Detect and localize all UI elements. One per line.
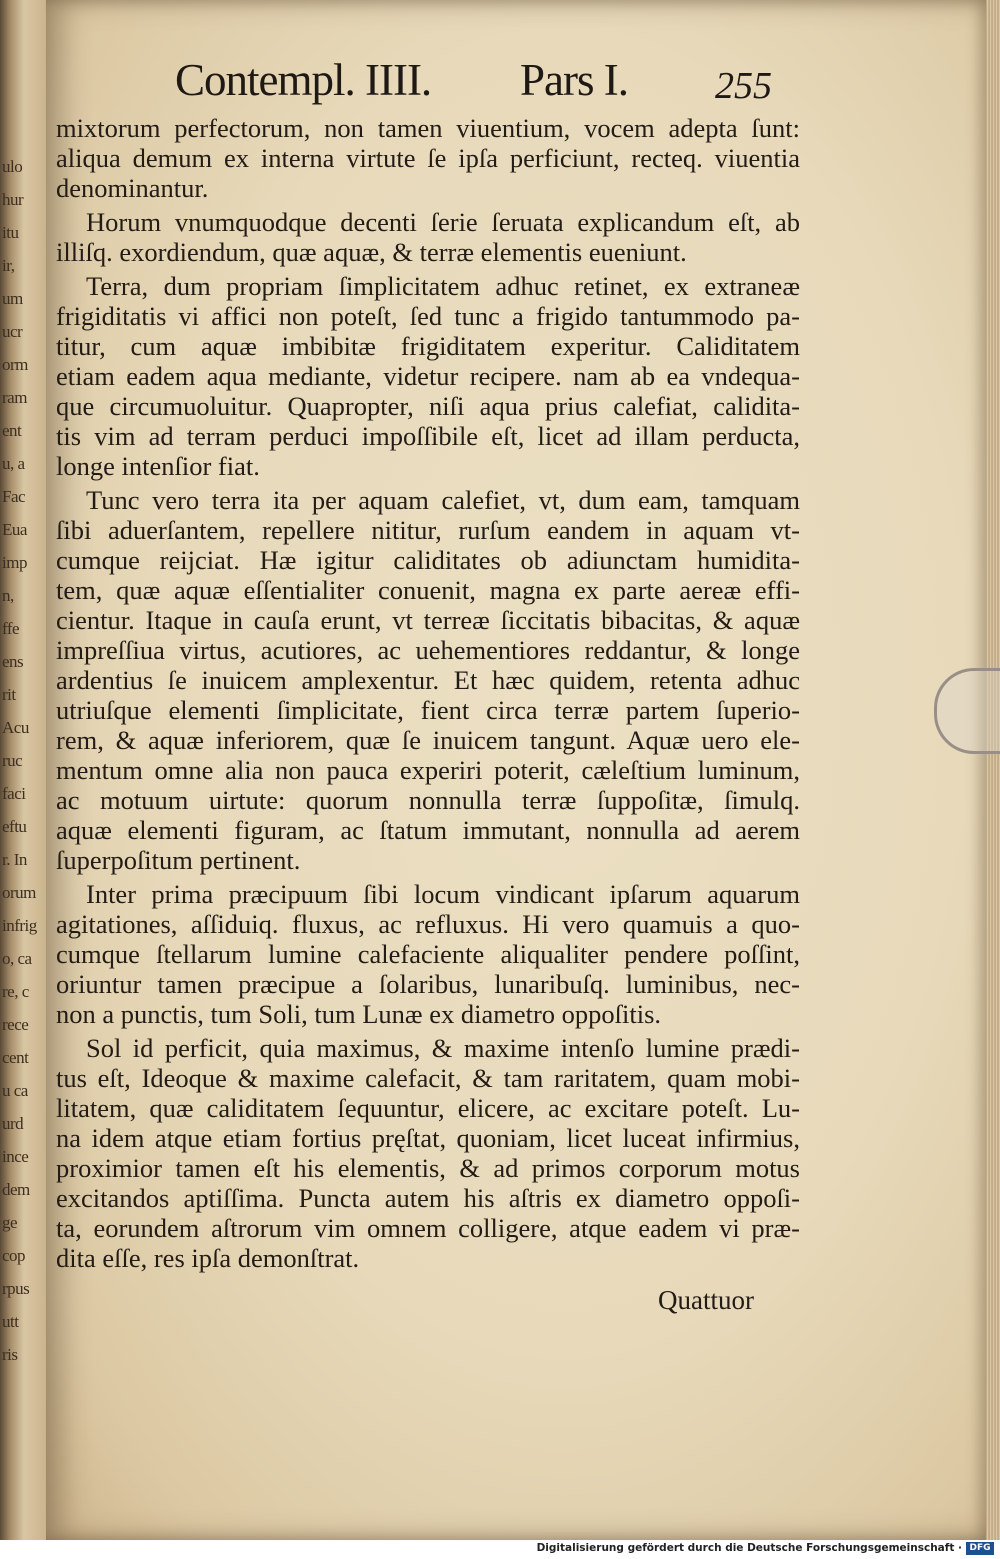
text-line: aquæ elementi figuram, ac ſtatum immutant, nonnulla ad aerem	[56, 815, 800, 845]
text-line: tem, quæ aquæ eſſentialiter conuenit, magna ex parte aereæ effi-	[56, 575, 800, 605]
margin-fragment: rpus	[2, 1279, 30, 1298]
text-line: dita eſſe, res ipſa demonſtrat.	[56, 1243, 360, 1273]
margin-fragment: ir,	[2, 256, 15, 275]
margin-fragment: cop	[2, 1246, 26, 1265]
margin-fragment: r. In	[2, 850, 27, 869]
text-line: na idem atque etiam fortius pręſtat, quoniam, licet luceat infirmius,	[56, 1123, 800, 1153]
text-line: rem, & aquæ inferiorem, quæ ſe inuicem tangunt. Aquæ uero ele-	[56, 725, 800, 755]
page-fore-edge	[986, 0, 1000, 1540]
margin-fragment: ris	[2, 1345, 18, 1364]
text-line: mixtorum perfectorum, non tamen viuentium, vocem adepta ſunt:	[56, 113, 800, 143]
running-title: Contempl. IIII.	[175, 55, 432, 105]
text-line: denominantur.	[56, 173, 209, 203]
page-clip-icon	[934, 668, 1000, 754]
margin-fragment: rece	[2, 1015, 29, 1034]
text-line: titur, cum aquæ imbibitæ frigiditatem experitur. Caliditatem	[56, 331, 800, 361]
catchword: Quattuor	[658, 1285, 754, 1315]
text-line: cumque ſtellarum lumine calefaciente aliqualiter pendere poſſint,	[56, 939, 800, 969]
margin-fragment: cent	[2, 1048, 29, 1067]
text-line: ardentius ſe inuicem amplexentur. Et hæc quidem, retenta adhuc	[56, 665, 800, 695]
margin-fragment: n,	[2, 586, 14, 605]
text-line: Terra, dum propriam ſimplicitatem adhuc retinet, ex extraneæ	[86, 271, 800, 301]
margin-fragment: um	[2, 289, 23, 308]
part-label: Pars I.	[520, 55, 628, 105]
text-line: non a punctis, tum Soli, tum Lunæ ex diametro oppoſitis.	[56, 999, 662, 1029]
text-line: longe intenſior fiat.	[56, 451, 260, 481]
margin-fragment: dem	[2, 1180, 30, 1199]
margin-fragment: o, ca	[2, 949, 32, 968]
margin-fragment: ucr	[2, 322, 23, 341]
dfg-logo-icon: DFG	[966, 1542, 994, 1555]
text-line: illiſq. exordiendum, quæ aquæ, & terræ elementis eueniunt.	[56, 237, 687, 267]
margin-fragment: Fac	[2, 487, 26, 506]
digitization-credit: Digitalisierung gefördert durch die Deutsche Forschungsgemeinschaft ·	[536, 1542, 962, 1554]
text-line: impreſſiua virtus, acutiores, ac uehementiores reddantur, & longe	[56, 635, 800, 665]
margin-fragment: infrig	[2, 916, 37, 935]
text-line: ſuperpoſitum pertinent.	[56, 845, 301, 875]
margin-fragment: Eua	[2, 520, 27, 539]
margin-fragment: ram	[2, 388, 27, 407]
margin-fragment: rit	[2, 685, 16, 704]
text-line: ac motuum uirtute: quorum nonnulla terræ ſuppoſitæ, ſimulq.	[56, 785, 800, 815]
margin-fragment: ent	[2, 421, 22, 440]
text-line: Horum vnumquodque decenti ſerie ſeruata explicandum eſt, ab	[86, 207, 800, 237]
margin-fragment: Acu	[2, 718, 29, 737]
margin-fragment: utt	[2, 1312, 19, 1331]
text-line: agitationes, aſſiduiq. fluxus, ac refluxus. Hi vero quamuis a quo-	[56, 909, 800, 939]
text-line: Sol id perficit, quia maximus, & maxime intenſo lumine prædi-	[86, 1033, 800, 1063]
text-line: ſibi aduerſantem, repellere nititur, rurſum eandem in aquam vt-	[56, 515, 800, 545]
text-line: tis vim ad terram perduci impoſſibile eſt, licet ad illam perducta,	[56, 421, 800, 451]
text-line: Tunc vero terra ita per aquam calefiet, vt, dum eam, tamquam	[86, 485, 800, 515]
margin-fragment: ge	[2, 1213, 18, 1232]
margin-fragment: ens	[2, 652, 24, 671]
running-header	[175, 52, 795, 108]
text-line: cientur. Itaque in cauſa erunt, vt terreæ ſiccitatis bibacitas, & aquæ	[56, 605, 800, 635]
margin-fragment: imp	[2, 553, 27, 572]
text-line: excitandos aptiſſima. Puncta autem his aſtris ex diametro oppoſi-	[56, 1183, 800, 1213]
text-line: cumque reijciat. Hæ igitur caliditates ob adiunctam humidita-	[56, 545, 800, 575]
text-line: litatem, quæ caliditatem ſequuntur, elicere, ac excitare poteſt. Lu-	[56, 1093, 800, 1123]
margin-fragment: re, c	[2, 982, 29, 1001]
margin-fragment: eftu	[2, 817, 27, 836]
margin-fragment: u ca	[2, 1081, 28, 1100]
text-line: oriuntur tamen præcipue a ſolaribus, lunaribuſq. luminibus, nec-	[56, 969, 800, 999]
margin-fragment: ince	[2, 1147, 29, 1166]
text-line: tus eſt, Ideoque & maxime calefacit, & tam raritatem, quam mobi-	[56, 1063, 800, 1093]
margin-fragment: ruc	[2, 751, 23, 770]
text-line: utriuſque elementi ſimplicitate, fient circa terræ partem ſuperio-	[56, 695, 800, 725]
body-text	[56, 113, 800, 1273]
margin-fragment: ffe	[2, 619, 20, 638]
margin-fragment: orm	[2, 355, 28, 374]
text-line: etiam eadem aqua mediante, videtur recipere. nam ab ea vndequa-	[56, 361, 800, 391]
text-line: que circumuoluitur. Quapropter, niſi aqua prius calefiat, calidita-	[56, 391, 800, 421]
margin-fragment: hur	[2, 190, 24, 209]
text-line: mentum omne alia non pauca experiri poterit, cæleſtium luminum,	[56, 755, 800, 785]
page-number: 255	[715, 65, 772, 107]
margin-fragment: itu	[2, 223, 19, 242]
text-line: proximior tamen eſt his elementis, & ad primos corporum motus	[56, 1153, 800, 1183]
text-line: Inter prima præcipuum ſibi locum vindicant ipſarum aquarum	[86, 879, 800, 909]
text-line: frigiditatis vi affici non poteſt, ſed tunc a frigido tantummodo pa-	[56, 301, 800, 331]
margin-fragment: faci	[2, 784, 26, 803]
facing-page-margin-text	[2, 150, 52, 1371]
margin-fragment: urd	[2, 1114, 24, 1133]
text-line: ta, eorundem aſtrorum vim omnem colligere, atque eadem vi præ-	[56, 1213, 800, 1243]
margin-fragment: u, a	[2, 454, 25, 473]
margin-fragment: ulo	[2, 157, 23, 176]
margin-fragment: orum	[2, 883, 36, 902]
text-line: aliqua demum ex interna virtute ſe ipſa perficiunt, recteq. viuentia	[56, 143, 800, 173]
